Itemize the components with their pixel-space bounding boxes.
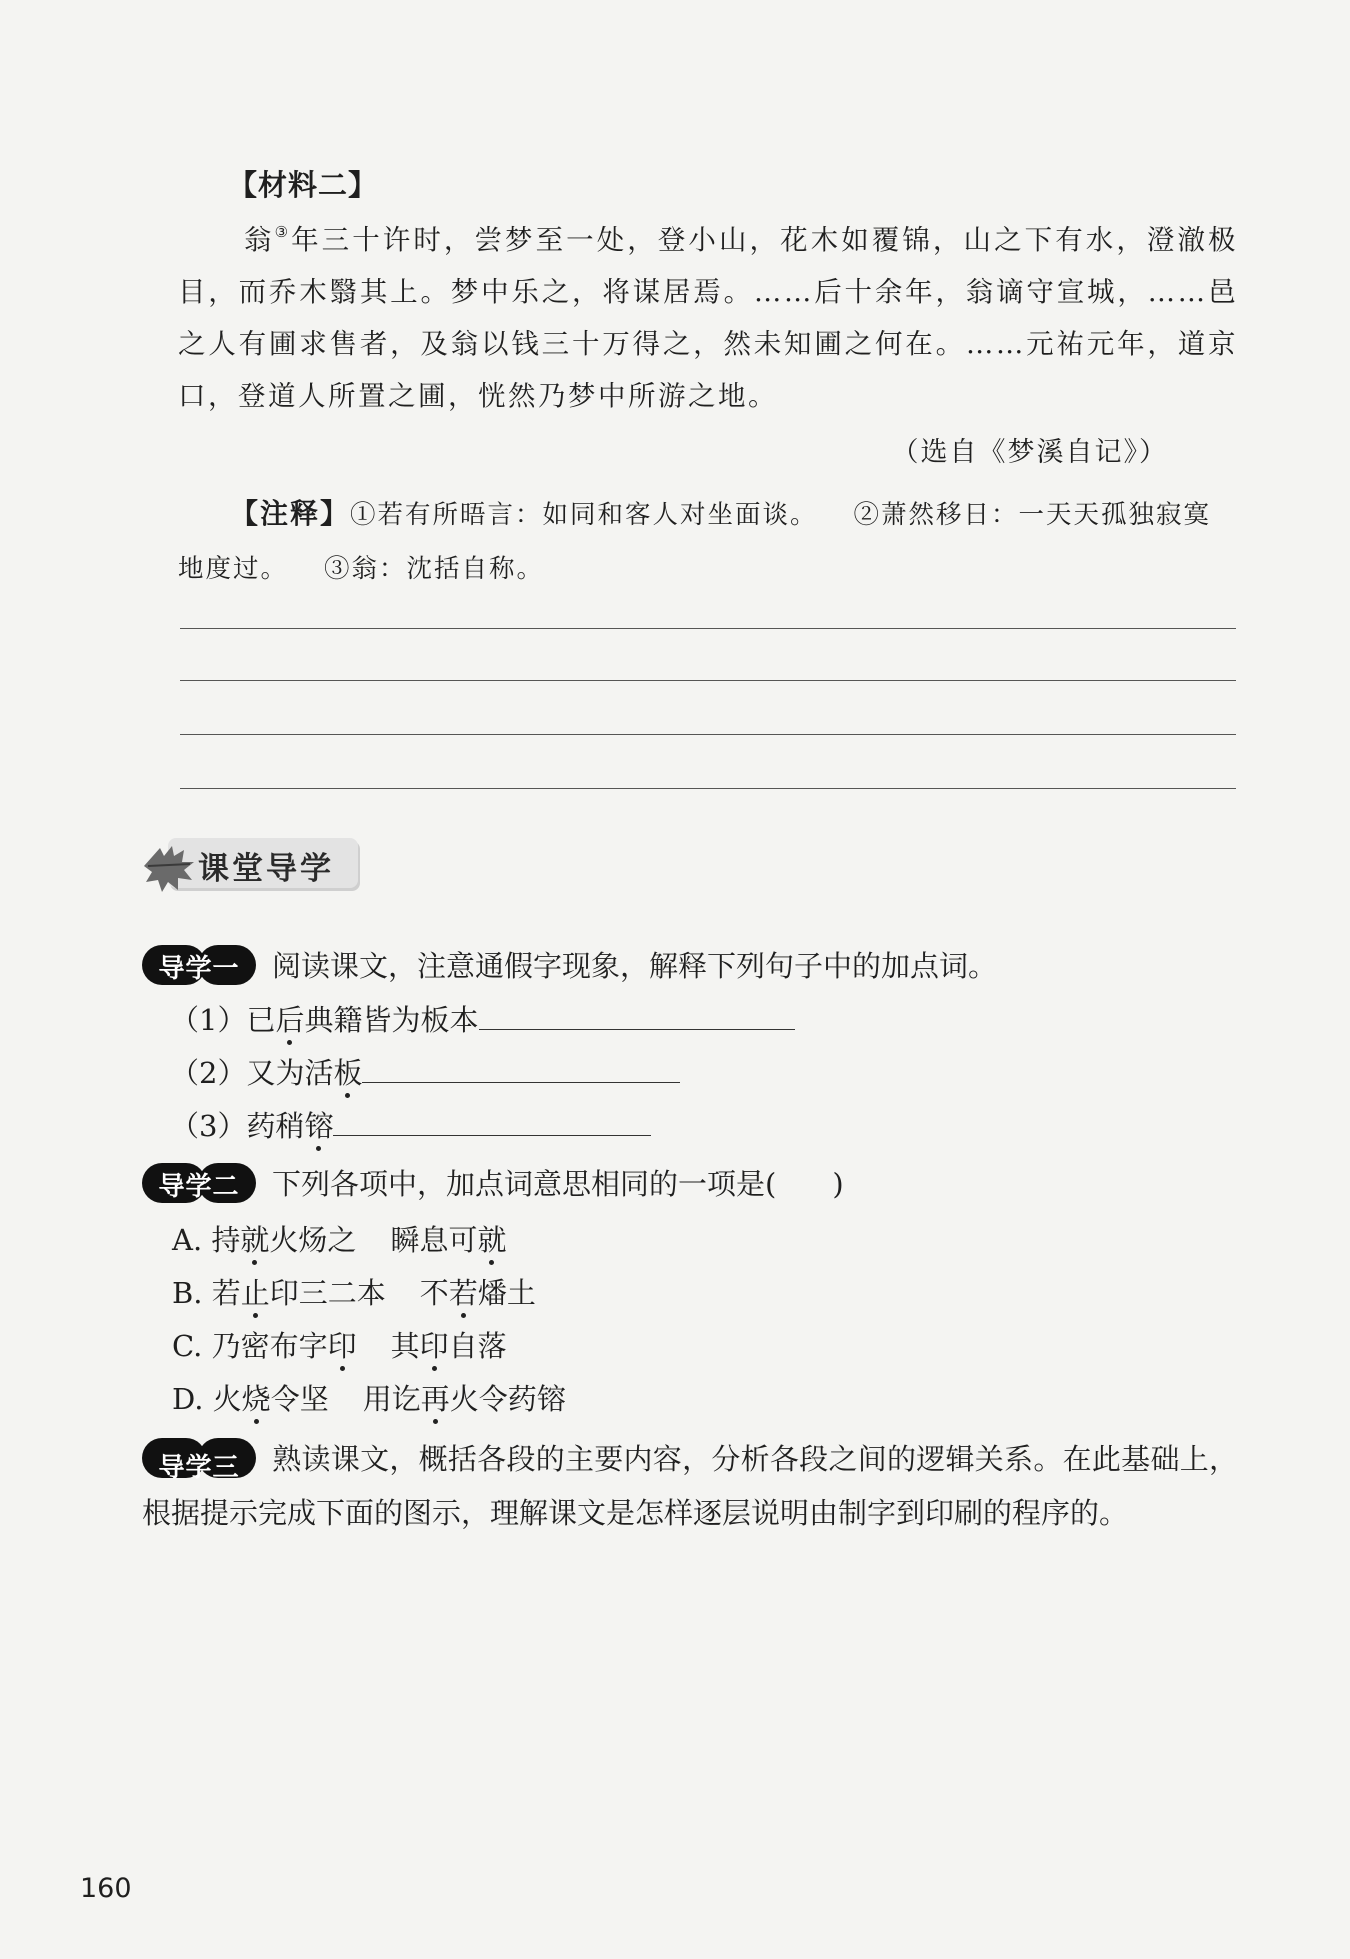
guide1-badge: 导学一 <box>142 945 256 985</box>
guide1-item: （2）又为活板 <box>170 1051 680 1092</box>
option-c[interactable]: C. 乃密布字印 其印自落 <box>172 1329 507 1363</box>
emphasis-dot-word: 板 <box>333 1056 363 1090</box>
passage-start: 翁 <box>244 224 275 256</box>
passage-body: 年三十许时，尝梦至一处，登小山，花木如覆锦，山之下有水，澄澈极目，而乔木翳其上。梦中乐之，将谋居焉。……后十余年，翁谪守宣城，……邑之人有圃求售者，及翁以钱三十万得之，然未知圃之何在。……元祐元年，道京口，登道人所置之圃，恍然乃梦中所游之地。 <box>178 224 1239 412</box>
guide3-badge: 导学三 <box>142 1438 256 1478</box>
guide1-item: （3）药稍镕 <box>170 1104 651 1145</box>
textbook-page: 【材料二】 翁③年三十许时，尝梦至一处，登小山，花木如覆锦，山之下有水，澄澈极目，而乔木翳其上。梦中乐之，将谋居焉。……后十余年，翁谪守宣城，……邑之人有圃求售者，及翁以钱三十万得之，然未知圃之何在。……元祐元年，道京口，登道人所置之圃，恍然乃梦中所游之地。 （选自《梦溪自记》） 【注释】①若有所晤言：如同和客人对坐面谈。 ②萧然移日：一天天孤独寂寞地度过。 ③翁：沈括自称。 课堂导学 导学一 阅读课文，注意通假字现象，解释下列句子中的加点词。 （1）已后典籍皆为板本 （2）又为活板 （3）药稍镕 导学二 下列各项中，加点词意思相同的一项是( ) A. 持就火炀之 瞬息可就 B. 若止印三二本 不若燔土 C. 乃密布字印 其印自落 D. 火烧令坚 用讫再火令药镕 导学三 熟读课文，概括各段的主要内容，分析各段之间的逻辑关系。在此基础上，根据提示完成下面的图示，理解课文是怎样逐层说明由制字到印刷的程序的。 160 <box>0 0 1350 1959</box>
guide1-prompt: 阅读课文，注意通假字现象，解释下列句子中的加点词。 <box>272 949 998 983</box>
section-banner <box>138 834 360 892</box>
writing-line[interactable] <box>180 734 1236 735</box>
material-passage <box>178 214 1238 422</box>
answer-blank[interactable] <box>333 1105 651 1136</box>
note-1: ①若有所晤言：如同和客人对坐面谈。 <box>350 500 818 530</box>
option-a[interactable]: A. 持就火炀之 瞬息可就 <box>172 1223 507 1257</box>
answer-blank[interactable] <box>362 1052 680 1083</box>
answer-blank[interactable] <box>479 999 795 1030</box>
footnote-marker: ③ <box>274 223 292 241</box>
material-title: 【材料二】 <box>228 168 379 202</box>
section-title: 课堂导学 <box>198 851 334 887</box>
notes-label: 【注释】 <box>230 497 351 530</box>
passage-source: （选自《梦溪自记》） <box>891 437 1168 468</box>
emphasis-dot-word: 后 <box>275 1003 305 1037</box>
writing-line[interactable] <box>180 628 1236 629</box>
note-2: ②萧然移日：一天天孤独寂寞地度过。 <box>178 500 1212 584</box>
option-d[interactable]: D. 火烧令坚 用讫再火令药镕 <box>172 1382 566 1416</box>
guide3-text: 熟读课文，概括各段的主要内容，分析各段之间的逻辑关系。在此基础上，根据提示完成下面的图示，理解课文是怎样逐层说明由制字到印刷的程序的。 <box>142 1442 1238 1530</box>
page-number: 160 <box>80 1873 132 1904</box>
guide2-prompt: 下列各项中，加点词意思相同的一项是( <box>272 1167 777 1201</box>
guide2-badge: 导学二 <box>142 1163 256 1203</box>
emphasis-dot-word: 镕 <box>304 1109 334 1143</box>
note-3: ③翁：沈括自称。 <box>324 554 545 584</box>
option-b[interactable]: B. 若止印三二本 不若燔土 <box>172 1276 536 1310</box>
writing-line[interactable] <box>180 788 1236 789</box>
writing-line[interactable] <box>180 680 1236 681</box>
guide3-block <box>142 1432 1238 1540</box>
notes-block <box>178 487 1238 596</box>
guide1-item: （1）已后典籍皆为板本 <box>170 998 795 1039</box>
